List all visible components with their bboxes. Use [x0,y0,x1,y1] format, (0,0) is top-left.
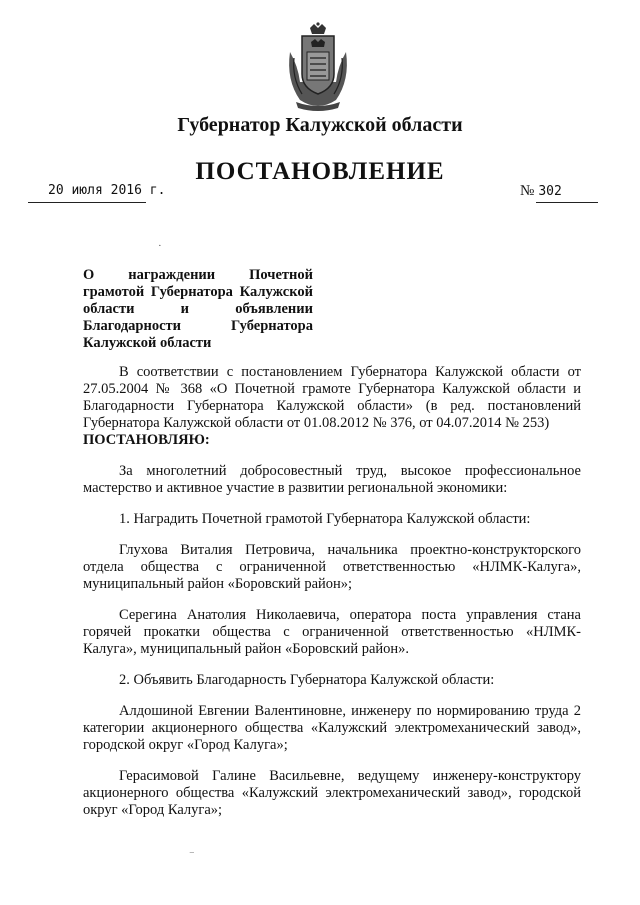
item1-person1: Глухова Виталия Петровича, начальника проектно-конструкторского отдела общества с ограниченной ответственностью «НЛМК-Калуга», муниципальный район «Боровский район»; [83,542,581,592]
document-date: 20 июля 2016 г. [48,183,166,198]
stray-mark-bottom: ‾ [190,852,194,864]
item2-person1: Алдошиной Евгении Валентиновне, инженеру по нормированию труда 2 категории акционерного общества «Калужский электромеханический завод», городской округ «Город Калуга»; [83,703,581,753]
reason-paragraph: За многолетний добросовестный труд, высокое профессиональное мастерство и активное участие в развитии региональной экономики: [83,463,581,496]
resolve-word: ПОСТАНОВЛЯЮ: [83,432,210,448]
item2-title: 2. Объявить Благодарность Губернатора Калужской области: [119,672,495,688]
preamble-paragraph: В соответствии с постановлением Губернатора Калужской области от 27.05.2004 № 368 «О Почетной грамоте Губернатора Калужской области и Благодарности Губернатора Калужской области» (в ред. постановлений Губернатора Калужской области от 01.08.2012 № 376, от 04.07.2014 № 253) [83,364,581,431]
date-underline [28,202,146,203]
stray-mark: · [158,240,162,252]
item2-person2: Герасимовой Галине Васильевне, ведущему инженеру-конструктору акционерного общества «Калужский электромеханический завод», городской округ «Город Калуга»; [83,768,581,818]
organization-title: Губернатор Калужской области [177,114,463,136]
document-number [520,183,562,200]
number-underline [536,202,598,203]
coat-of-arms-icon [280,22,356,114]
document-body [83,364,581,819]
item1-person2: Серегина Анатолия Николаевича, оператора поста управления стана горячей прокатки общества с ограниченной ответственностью «НЛМК-Калуга», муниципальный район «Боровский район». [83,607,581,657]
item1-title: 1. Наградить Почетной грамотой Губернатора Калужской области: [119,511,531,527]
number-value: 302 [538,184,562,199]
document-type-title: ПОСТАНОВЛЕНИЕ [195,158,445,185]
document-subject: О награждении Почетной грамотой Губернатора Калужской области и объявлении Благодарности Губернатора Калужской области [83,267,313,351]
number-label: № [520,183,535,199]
